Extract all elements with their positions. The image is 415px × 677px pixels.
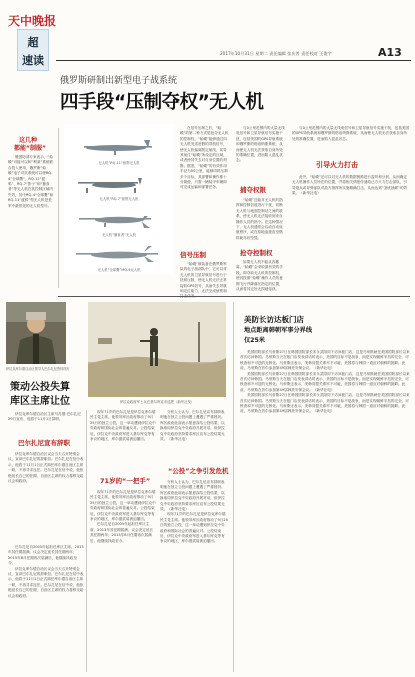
sidebar-title-1: 这几种 (19, 137, 38, 144)
story3-title-3: 仅25米 (244, 337, 265, 344)
section-heading-hijack: 抢夺控制权 (240, 249, 273, 257)
column-divider-right (233, 302, 234, 672)
section-heading-signal: 信号压制 (180, 251, 206, 259)
section-badge-line-2: 速读 (22, 54, 44, 67)
leader-photo-caption: 伊拉克库尔德自治区领导人巴尔扎尼资料图片 (6, 367, 70, 371)
section-heading-capture: 捕夺权限 (240, 186, 266, 194)
section-rule-1 (58, 296, 410, 297)
drone-photo-group (64, 124, 174, 274)
article-col-3: 与0公里范围内的大量无线电信号和卫星导航信号实施干扰，包括美国的GPS导航系统和俄罗斯的格洛纳斯系统，从而使无人机无法获取自身所处的准确位置，进而陷入混乱状态。 (236, 126, 285, 163)
section-heading-lure: 引导火力打击 (316, 161, 358, 169)
leader-photo (6, 302, 66, 364)
drone-caption-2: 无人机“RQ-7”侦察无人机 (99, 197, 139, 201)
story2-body-6: 分析人士认为，巴尔扎尼宣布辞职表明他在独立公投问题上遭遇了严重挫折。库区政府此前表示愿意冻结公投结果，以换取同伊拉克中央政府开展对话，但伊拉克中央政府坚持要求库区宣布公投结果无效。（新华社电） 现年71岁的巴尔扎尼是伊拉克库尔德民主党主席。他领导库区政府推动了9月25日的独立公投，这一举动遭到伊拉克中央政府和国际社会的普遍反对。公投结束后，伊拉克中央政府军进入基尔库克等有争议的地区，库尔德武装被迫撤出。 (160, 480, 228, 544)
sidebar-divider (58, 128, 59, 288)
story2-divider-1 (86, 410, 87, 672)
article-col-6-top: 与0公里范围内的大量无线电信号和卫星导航信号实施干扰，包括美国的GPS导航系统和俄罗斯的格洛纳斯系统，从而使无人机无法获取自身所处的准确位置，进而陷入混乱状态。 (292, 126, 410, 141)
article-col-6: 此外，“蛤蟆”还可以对无人机的数据链路进行监听和分析，从而确定无人机操作人员所在的位置，并将相关情报传递给己方火力打击部队，引导炮兵或导弹部队对敌方指挥所实施精确打击，从而达到“釜底抽薪”的效果。（新华社电） (292, 175, 408, 196)
article-col-2: “蛤蟆”被装备在俄罗斯军队的电子战部队中，它可以对无人机的卫星导航信号进行干扰和压制，使无人机无法正常接收GPS信号，从而失去导航和定位能力，无法完成侦察和打击任务。 (180, 262, 227, 299)
article-col-1: 在信号压制之后，“蛤蟆”的第二种方式是抢夺无人机的控制权。“蛤蟆”能够通过向无人机发送虚假的导航信号，使无人机偏离既定航线，误导其前往“蛤蟆”所设定的区域，或者使其失去对自身位置的判断。据悉，“蛤蟆”的有效作用半径为50公里，能够同时压制多个目标，其部署和操作都十分简便，只需一辆装甲车辆即可完成运输和部署任务。 (180, 126, 229, 190)
story2-lead: 伊拉克库尔德自治区主席马苏德·巴尔扎尼29日宣布，他将于11月1日辞职。 (8, 412, 81, 422)
masthead (0, 0, 415, 68)
soldier-photo-caption: 伊拉克政府军士兵在基尔库克市巡逻（新华社发） (119, 400, 195, 404)
story2-body-1: 伊拉克库尔德自治区议会当天召开特别会议，宣读巴尔扎尼的辞职信。巴尔扎尼在信中表示，他将于11月1日正式卸任库尔德自治区主席一职，不再寻求连任。巴尔扎尼在信中说，他拒绝延长自己的任期，自治区主席的权力将移交给议会和政府。 (8, 452, 84, 484)
kicker: 俄罗斯研制出新型电子战系统 (60, 76, 178, 86)
drone-caption-4: 无人机“全球鹰”MQ-9无人机 (97, 268, 141, 272)
story2-title-1: 策动公投失算 (10, 382, 70, 393)
sidebar-text: 俄国防部专家表示，“蛤蟆”可能可以和“利莱”系统联合投入使用，俄罗斯“蛤蟆”电子对抗系统可以使RQ-4“全球鹰”、RQ-11“渡鸦”、RQ-7“影子”和“捕食者”等无人机在其控制区域内失效，其中RQ-4“全球鹰”和RQ-11“渡鸦”型无人机是美军中最常见的无人机型号。 (8, 155, 54, 208)
story3-title-2: 地点距离韩朝军事分界线 (244, 327, 313, 334)
drone-caption-1: 无人机“RQ-11”侦察无人机 (98, 161, 140, 165)
article-col-5: 如果无人机不能从容撤离，“蛤蟆”会采取最有效的手段，即夺取无人机的控制权，使其按照“蛤蟆”操作人员的意图飞行并降落在指定的位置，从而将其完好无损地俘获。 (236, 260, 283, 292)
soldier-photo (88, 302, 226, 397)
story3-body: 美国国防部长马蒂斯27日在韩国国防部长宋永武陪同下访问板门店，这是马蒂斯就任美国国防部长以来首次访问韩国。马蒂斯当天在板门店发表讲话时表示，美国的目标不是战争，而是实现朝鲜半岛的完全、可核查和不可逆的无核化。马蒂斯还表示，美韩同盟关系牢不可破，美国将与韩国一道应对朝鲜的挑衅。此前，马蒂斯在首尔参加第49届韩美安保会议。（新华社电） 美国国防部长马蒂斯27日在韩国国防部长宋永武陪同下访问板门店，这是马蒂斯就任美国国防部长以来首次访问韩国。马蒂斯当天在板门店发表讲话时表示，美国的目标不是战争，而是实现朝鲜半岛的完全、可核查和不可逆的无核化。马蒂斯还表示，美韩同盟关系牢不可破，美国将与韩国一道应对朝鲜的挑衅。此前，马蒂斯在首尔参加第49届韩美安保会议。（新华社电） 美国国防部长马蒂斯27日在韩国国防部长宋永武陪同下访问板门店，这是马蒂斯就任美国国防部长以来首次访问韩国。马蒂斯当天在板门店发表讲话时表示，美国的目标不是战争，而是实现朝鲜半岛的完全、可核查和不可逆的无核化。马蒂斯还表示，美韩同盟关系牢不可破，美国将与韩国一道应对朝鲜的挑衅。此前，马蒂斯在首尔参加第49届韩美安保会议。（新华社电） (240, 350, 410, 414)
story2-sub-2: 71岁的“一把手” (100, 477, 151, 485)
story2-sub-1: 巴尔扎尼宣布辞职 (18, 439, 70, 447)
masthead-rule (56, 60, 411, 61)
main-headline: 四手段“压制夺权”无人机 (60, 92, 264, 113)
story3-title-1: 美防长访达板门店 (244, 315, 304, 324)
story2-body-3: 现年71岁的巴尔扎尼是伊拉克库尔德民主党主席。他领导库区政府推动了9月25日的独立公投，这一举动遭到伊拉克中央政府和国际社会的普遍反对。公投结束后，伊拉克中央政府军进入基尔库克等有争议的地区，库尔德武装被迫撤出。 (90, 410, 156, 442)
article-col-4: “蛤蟆”还能对无人机的指挥和控制信道进行干扰，切断无人机与地面控制站之间的联系，使无人机无法接收到来自操作人员的指令。在这种情况下，无人机通常会启动自动返航程序，或在原地盘旋直至燃料耗尽后坠毁。 (236, 198, 283, 240)
story2-body-2: 巴尔扎尼自2005年起担任库区主席。2013年其任期届满，议会决定延长其任期两年；2015年8月任期再次届满后，他继续执政至今。 伊拉克库尔德自治区议会当天召开特别会议，宣读巴尔扎尼的辞职信。巴尔扎尼在信中表示，他将于11月1日正式卸任库尔德自治区主席一职，不再寻求连任。巴尔扎尼在信中说，他拒绝延长自己的任期，自治区主席的权力将移交给议会和政府。 (8, 545, 84, 598)
story2-body-5: 分析人士认为，巴尔扎尼宣布辞职表明他在独立公投问题上遭遇了严重挫折。库区政府此前表示愿意冻结公投结果，以换取同伊拉克中央政府开展对话，但伊拉克中央政府坚持要求库区宣布公投结果无效。（新华社电） (160, 410, 225, 442)
drone-caption-3: 无人机“捕食者”无人机 (101, 233, 137, 237)
page-meta: 2017年10月31日 星期二 责任编辑 张庆普 责任校对 王俊宇 (220, 51, 332, 56)
story2-title-2: 库区主席让位 (10, 396, 70, 407)
page-number: A13 (378, 46, 402, 59)
sidebar-title-2: 都能“制服” (14, 145, 46, 152)
story2-body-4: 现年71岁的巴尔扎尼是伊拉克库尔德民主党主席。他领导库区政府推动了9月25日的独立公投，这一举动遭到伊拉克中央政府和国际社会的普遍反对。公投结束后，伊拉克中央政府军进入基尔库克等有争议的地区，库尔德武装被迫撤出。 巴尔扎尼自2005年起担任库区主席。2013年其任期届满，议会决定延长其任期两年；2015年8月任期再次届满后，他继续执政至今。 (90, 490, 156, 543)
story2-sub-3: “公投”之争引发危机 (168, 467, 229, 475)
section-badge-line-1: 超 (27, 36, 39, 49)
newspaper-logo: 天中晚报 (8, 14, 57, 28)
section-badge (17, 29, 49, 71)
